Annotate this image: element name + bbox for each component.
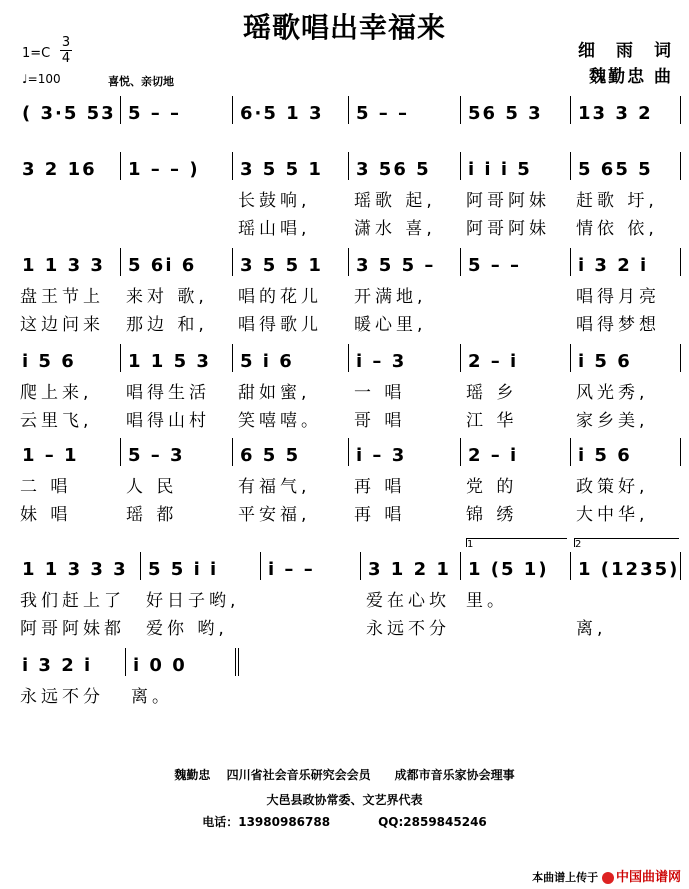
lyric-verse-1: 赶歌 圩, — [576, 191, 658, 211]
lyric-verse-2: 阿哥阿妹 — [466, 219, 550, 239]
barline — [680, 96, 681, 124]
measure-notes: 1 1 3 3 — [22, 255, 105, 276]
volta-second-ending: 2 — [574, 538, 679, 547]
measure-notes: i 5 6 — [578, 445, 632, 466]
barline — [570, 552, 571, 580]
barline — [460, 96, 461, 124]
barline — [120, 438, 121, 466]
lyric-verse-1: 风光秀, — [576, 383, 649, 403]
lyric-verse-1: 爱在心坎 — [366, 591, 450, 611]
barline — [125, 648, 126, 676]
barline — [570, 344, 571, 372]
measure-notes: i 3 2 i — [578, 255, 649, 276]
measure-notes: 3 56 5 — [356, 159, 431, 180]
barline — [348, 344, 349, 372]
measure-notes: 1 1 3 3 3 — [22, 559, 128, 580]
measure-notes: i 3 2 i — [22, 655, 93, 676]
expression-mark: 喜悦、亲切地 — [108, 75, 174, 88]
lyric-verse-2: 唱得歌儿 — [238, 315, 322, 335]
barline — [232, 248, 233, 276]
barline — [460, 552, 461, 580]
lyric-verse-2: 瑶山唱, — [238, 219, 311, 239]
barline — [120, 152, 121, 180]
barline — [348, 96, 349, 124]
barline — [680, 552, 681, 580]
lyric-verse-2: 阿哥阿妹都 — [20, 619, 125, 639]
lyric-verse-1: 有福气, — [238, 477, 311, 497]
measure-notes: 3 5 5 1 — [240, 255, 323, 276]
lyric-verse-2: 潇水 喜, — [354, 219, 436, 239]
measure-notes: 5 – – — [356, 103, 410, 124]
measure-notes: 5 – – — [128, 103, 182, 124]
lyric-verse-2: 大中华, — [576, 505, 649, 525]
lyric-verse-1: 唱得生活 — [126, 383, 210, 403]
lyric-verse-1: 里。 — [466, 591, 508, 611]
measure-notes: i – 3 — [356, 351, 407, 372]
measure-notes: 6·5 1 3 — [240, 103, 324, 124]
time-signature — [60, 35, 72, 66]
barline — [232, 96, 233, 124]
composer-credit: 魏勤忠 曲 — [589, 67, 673, 87]
lyric-verse-1: 我们赶上了 — [20, 591, 125, 611]
lyric-verse-2: 暖心里, — [354, 315, 427, 335]
lyric-verse-2: 唱得梦想 — [576, 315, 660, 335]
lyric-verse-2: 永远不分 — [366, 619, 450, 639]
lyric-verse-1: 唱得月亮 — [576, 287, 660, 307]
barline — [680, 344, 681, 372]
barline — [460, 152, 461, 180]
barline — [570, 152, 571, 180]
measure-notes: 3 1 2 1 — [368, 559, 451, 580]
measure-notes: i – – — [268, 559, 315, 580]
measure-notes: 3 5 5 1 — [240, 159, 323, 180]
barline — [140, 552, 141, 580]
measure-notes: 2 – i — [468, 351, 519, 372]
measure-notes: i – 3 — [356, 445, 407, 466]
measure-notes: 1 (1235) — [578, 559, 680, 580]
lyric-verse-2: 家乡美, — [576, 411, 649, 431]
lyric-verse-1: 甜如蜜, — [238, 383, 311, 403]
lyric-verse-2: 平安福, — [238, 505, 311, 525]
barline — [348, 248, 349, 276]
lyric-verse-1: 政策好, — [576, 477, 649, 497]
lyric-verse-1: 二 唱 — [20, 477, 72, 497]
measure-notes: ( 3·5 53 — [22, 103, 116, 124]
lyric-verse-1: 好日子哟, — [146, 591, 240, 611]
measure-notes: 1 1 5 3 — [128, 351, 211, 372]
song-title: 瑶歌唱出幸福来 — [242, 11, 446, 44]
site-logo: 中国曲谱网 — [615, 870, 681, 885]
lyric-verse-1: 盘王节上 — [20, 287, 104, 307]
site-logo-icon — [602, 872, 614, 884]
upload-text: 本曲谱上传于 — [532, 871, 599, 884]
barline — [460, 438, 461, 466]
measure-notes: i 5 6 — [22, 351, 76, 372]
barline — [460, 248, 461, 276]
lyric-verse-2: 云里飞, — [20, 411, 93, 431]
measure-notes: 1 – – ) — [128, 159, 200, 180]
contact-line: 电话：13980986788 QQ:2859845246 — [202, 815, 487, 829]
lyric-verse-1: 永远不分 — [20, 687, 104, 707]
measure-notes: 5 65 5 — [578, 159, 653, 180]
tempo-mark: ♩=100 — [22, 72, 61, 86]
measure-notes: 5 5 i i — [148, 559, 219, 580]
composer-info-line: 魏勤忠 四川省社会音乐研究会会员 成都市音乐家协会理事 — [174, 768, 515, 782]
barline — [120, 344, 121, 372]
barline — [570, 96, 571, 124]
time-signature-top: 3 — [61, 35, 71, 50]
barline — [232, 344, 233, 372]
composer-role-line: 大邑县政协常委、文艺界代表 — [266, 793, 423, 807]
lyric-verse-1: 一 唱 — [354, 383, 406, 403]
measure-notes: 3 2 16 — [22, 159, 97, 180]
measure-notes: 3 5 5 – — [356, 255, 436, 276]
lyric-verse-2: 锦 绣 — [466, 505, 518, 525]
measure-notes: 6 5 5 — [240, 445, 301, 466]
measure-notes: i 0 0 — [133, 655, 187, 676]
time-signature-bottom: 4 — [61, 51, 71, 66]
volta-first-ending: 1 — [466, 538, 567, 547]
measure-notes: 13 3 2 — [578, 103, 653, 124]
measure-notes: 5 – 3 — [128, 445, 185, 466]
lyric-verse-2: 情依 依, — [576, 219, 658, 239]
barline — [680, 152, 681, 180]
barline — [348, 438, 349, 466]
barline — [570, 438, 571, 466]
lyric-verse-2: 离, — [576, 619, 607, 639]
measure-notes: 1 (5 1) — [468, 559, 549, 580]
lyric-verse-2: 再 唱 — [354, 505, 406, 525]
lyric-verse-2: 瑶 都 — [126, 505, 178, 525]
lyric-verse-1: 人 民 — [126, 477, 178, 497]
measure-notes: 2 – i — [468, 445, 519, 466]
measure-notes: i 5 6 — [578, 351, 632, 372]
lyric-verse-1: 瑶歌 起, — [354, 191, 436, 211]
barline — [260, 552, 261, 580]
barline — [680, 248, 681, 276]
measure-notes: 5 – – — [468, 255, 522, 276]
barline — [348, 152, 349, 180]
barline — [235, 648, 239, 676]
lyric-verse-1: 瑶 乡 — [466, 383, 518, 403]
barline — [680, 438, 681, 466]
measure-notes: 5 i 6 — [240, 351, 294, 372]
barline — [232, 152, 233, 180]
lyric-verse-1: 来对 歌, — [126, 287, 208, 307]
key-signature: 1=C — [22, 46, 51, 61]
measure-notes: 1 – 1 — [22, 445, 79, 466]
barline — [570, 248, 571, 276]
lyric-verse-2: 笑嘻嘻。 — [238, 411, 322, 431]
barline — [120, 96, 121, 124]
lyricist-credit: 细 雨 词 — [578, 41, 673, 61]
lyric-verse-2: 那边 和, — [126, 315, 208, 335]
lyric-verse-1: 长鼓响, — [238, 191, 311, 211]
lyric-verse-1: 唱的花儿 — [238, 287, 322, 307]
upload-note — [532, 866, 681, 885]
lyric-verse-2: 哥 唱 — [354, 411, 406, 431]
lyric-verse-1: 爬上来, — [20, 383, 93, 403]
barline — [232, 438, 233, 466]
lyric-verse-1: 党 的 — [466, 477, 518, 497]
lyric-verse-2: 唱得山村 — [126, 411, 210, 431]
measure-notes: i i i 5 — [468, 159, 532, 180]
barline — [460, 344, 461, 372]
lyric-verse-1: 阿哥阿妹 — [466, 191, 550, 211]
measure-notes: 5 6i 6 — [128, 255, 197, 276]
lyric-verse-1: 开满地, — [354, 287, 427, 307]
lyric-verse-2: 妹 唱 — [20, 505, 72, 525]
lyric-verse-2: 江 华 — [466, 411, 518, 431]
lyric-verse-2: 这边问来 — [20, 315, 104, 335]
lyric-verse-2: 爱你 哟, — [146, 619, 228, 639]
lyric-verse-1: 再 唱 — [354, 477, 406, 497]
lyric-verse-1: 离。 — [131, 687, 173, 707]
measure-notes: 56 5 3 — [468, 103, 543, 124]
barline — [120, 248, 121, 276]
barline — [360, 552, 361, 580]
